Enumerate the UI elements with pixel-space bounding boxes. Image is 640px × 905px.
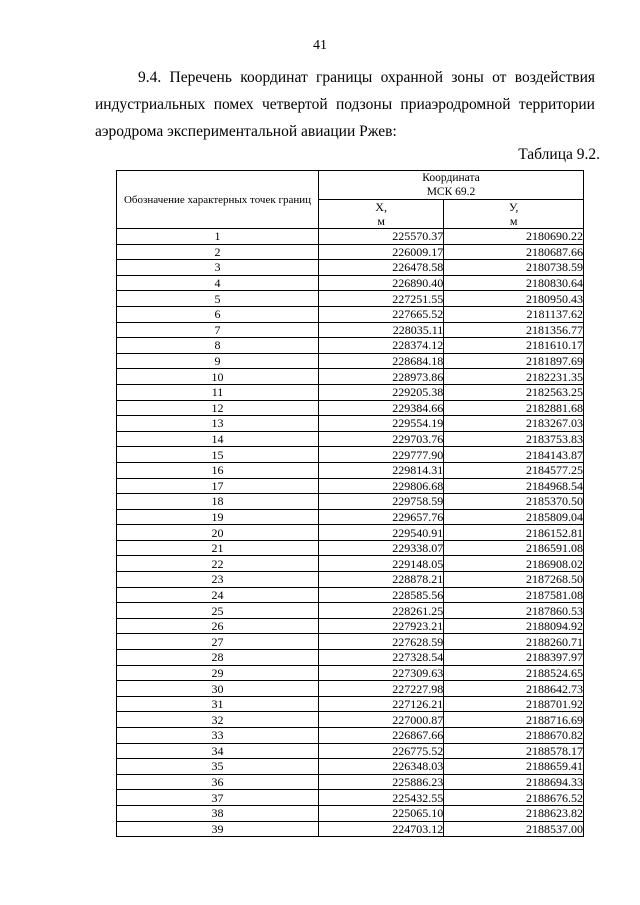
table-row <box>117 572 584 588</box>
table-row <box>117 353 584 369</box>
x-coordinate-cell: 227309.63 <box>319 665 444 681</box>
x-coordinate-cell: 226478.58 <box>319 260 444 276</box>
x-coordinate-cell: 229384.66 <box>319 400 444 416</box>
heading-line-3: аэродрома экспериментальной авиации Ржев: <box>95 123 397 140</box>
point-number-cell: 32 <box>117 712 319 728</box>
point-number-cell: 7 <box>117 322 319 338</box>
x-coordinate-cell: 225570.37 <box>319 229 444 245</box>
y-coordinate-cell: 2181137.62 <box>444 306 584 322</box>
point-number-cell: 31 <box>117 696 319 712</box>
heading-word: охранной <box>380 69 444 86</box>
table-row <box>117 540 584 556</box>
x-coordinate-cell: 229657.76 <box>319 509 444 525</box>
table-row <box>117 774 584 790</box>
y-coordinate-cell: 2180687.66 <box>444 244 584 260</box>
y-coordinate-cell: 2180690.22 <box>444 229 584 245</box>
y-coordinate-cell: 2184968.54 <box>444 478 584 494</box>
table-row <box>117 525 584 541</box>
y-coordinate-cell: 2182231.35 <box>444 369 584 385</box>
point-number-cell: 26 <box>117 618 319 634</box>
table-row <box>117 244 584 260</box>
x-coordinate-cell: 227328.54 <box>319 650 444 666</box>
table-row <box>117 634 584 650</box>
table-row <box>117 431 584 447</box>
table-row <box>117 369 584 385</box>
table-row <box>117 494 584 510</box>
x-coordinate-cell: 227628.59 <box>319 634 444 650</box>
section-heading <box>95 64 595 145</box>
y-coordinate-cell: 2188094.92 <box>444 618 584 634</box>
table-row <box>117 712 584 728</box>
table-row <box>117 681 584 697</box>
table-row <box>117 618 584 634</box>
x-coordinate-cell: 228973.86 <box>319 369 444 385</box>
point-number-cell: 30 <box>117 681 319 697</box>
point-number-cell: 15 <box>117 447 319 463</box>
y-coordinate-cell: 2186908.02 <box>444 556 584 572</box>
y-coordinate-cell: 2187268.50 <box>444 572 584 588</box>
y-coordinate-cell: 2182563.25 <box>444 384 584 400</box>
point-number-cell: 20 <box>117 525 319 541</box>
coordinates-table <box>116 170 584 837</box>
y-coordinate-cell: 2182881.68 <box>444 400 584 416</box>
point-number-cell: 13 <box>117 416 319 432</box>
point-number-cell: 28 <box>117 650 319 666</box>
x-coordinate-cell: 224703.12 <box>319 821 444 837</box>
heading-word: координат <box>240 69 308 86</box>
table-row <box>117 260 584 276</box>
point-number-cell: 23 <box>117 572 319 588</box>
point-number-cell: 14 <box>117 431 319 447</box>
point-number-cell: 17 <box>117 478 319 494</box>
table-row <box>117 665 584 681</box>
table-row <box>117 587 584 603</box>
x-coordinate-cell: 228374.12 <box>319 338 444 354</box>
coordinate-header-title: Координата <box>422 172 480 184</box>
heading-word: зоны <box>451 69 484 86</box>
x-coordinate-cell: 229758.59 <box>319 494 444 510</box>
x-coordinate-cell: 226890.40 <box>319 275 444 291</box>
point-number-cell: 10 <box>117 369 319 385</box>
y-coordinate-cell: 2184577.25 <box>444 462 584 478</box>
x-coordinate-cell: 226348.03 <box>319 759 444 775</box>
y-coordinate-cell: 2188670.82 <box>444 728 584 744</box>
point-number-cell: 8 <box>117 338 319 354</box>
x-coordinate-cell: 226775.52 <box>319 743 444 759</box>
y-coordinate-cell: 2183753.83 <box>444 431 584 447</box>
x-coordinate-cell: 229814.31 <box>319 462 444 478</box>
table-row <box>117 462 584 478</box>
heading-word: помех <box>213 96 254 113</box>
point-number-cell: 12 <box>117 400 319 416</box>
x-coordinate-cell: 229777.90 <box>319 447 444 463</box>
coordinate-header <box>319 171 584 200</box>
y-coordinate-cell: 2188397.97 <box>444 650 584 666</box>
table-row <box>117 790 584 806</box>
x-coordinate-cell: 225886.23 <box>319 774 444 790</box>
x-header-label: Х, <box>375 200 387 214</box>
heading-word: границы <box>316 69 373 86</box>
point-number-cell: 2 <box>117 244 319 260</box>
heading-word: индустриальных <box>95 96 206 113</box>
point-number-cell: 16 <box>117 462 319 478</box>
y-unit-label: м <box>509 214 518 228</box>
table-row <box>117 322 584 338</box>
point-number-cell: 6 <box>117 306 319 322</box>
x-coordinate-cell: 229338.07 <box>319 540 444 556</box>
point-number-cell: 39 <box>117 821 319 837</box>
table-row <box>117 416 584 432</box>
y-coordinate-cell: 2188623.82 <box>444 805 584 821</box>
table-row <box>117 478 584 494</box>
table-row <box>117 275 584 291</box>
y-coordinate-cell: 2181610.17 <box>444 338 584 354</box>
table-row <box>117 556 584 572</box>
table-row <box>117 447 584 463</box>
page-number: 41 <box>313 38 327 53</box>
y-coordinate-cell: 2185809.04 <box>444 509 584 525</box>
point-number-cell: 34 <box>117 743 319 759</box>
heading-word: воздействия <box>514 69 595 86</box>
heading-word: Перечень <box>169 69 232 86</box>
x-coordinate-cell: 227251.55 <box>319 291 444 307</box>
point-number-cell: 24 <box>117 587 319 603</box>
table-row <box>117 805 584 821</box>
y-coordinate-cell: 2188701.92 <box>444 696 584 712</box>
heading-word: четвертой <box>261 96 328 113</box>
point-number-cell: 27 <box>117 634 319 650</box>
y-coordinate-cell: 2181356.77 <box>444 322 584 338</box>
x-coordinate-cell: 226867.66 <box>319 728 444 744</box>
point-number-cell: 33 <box>117 728 319 744</box>
y-coordinate-cell: 2188642.73 <box>444 681 584 697</box>
y-coordinate-cell: 2184143.87 <box>444 447 584 463</box>
point-number-cell: 37 <box>117 790 319 806</box>
x-coordinate-cell: 227227.98 <box>319 681 444 697</box>
point-number-cell: 19 <box>117 509 319 525</box>
heading-word: приаэродромной <box>400 96 511 113</box>
table-caption: Таблица 9.2. <box>518 146 600 163</box>
coordinate-system-label: МСК 69.2 <box>426 186 476 198</box>
point-number-cell: 1 <box>117 229 319 245</box>
x-coordinate-cell: 228684.18 <box>319 353 444 369</box>
table-row <box>117 759 584 775</box>
points-column-header: Обозначение характерных точек границ <box>117 171 319 229</box>
y-header-label: У, <box>508 200 519 214</box>
point-number-cell: 36 <box>117 774 319 790</box>
y-column-header <box>444 200 584 229</box>
heading-word: территории <box>518 96 595 113</box>
y-coordinate-cell: 2188260.71 <box>444 634 584 650</box>
point-number-cell: 38 <box>117 805 319 821</box>
x-coordinate-cell: 228035.11 <box>319 322 444 338</box>
y-coordinate-cell: 2186152.81 <box>444 525 584 541</box>
x-coordinate-cell: 225432.55 <box>319 790 444 806</box>
point-number-cell: 35 <box>117 759 319 775</box>
x-coordinate-cell: 229205.38 <box>319 384 444 400</box>
x-coordinate-cell: 229148.05 <box>319 556 444 572</box>
table-row <box>117 743 584 759</box>
point-number-cell: 3 <box>117 260 319 276</box>
table-row <box>117 306 584 322</box>
point-number-cell: 22 <box>117 556 319 572</box>
heading-word: от <box>492 69 507 86</box>
y-coordinate-cell: 2185370.50 <box>444 494 584 510</box>
table-row <box>117 509 584 525</box>
y-coordinate-cell: 2187581.08 <box>444 587 584 603</box>
x-coordinate-cell: 228261.25 <box>319 603 444 619</box>
point-number-cell: 4 <box>117 275 319 291</box>
table-row <box>117 400 584 416</box>
table-row <box>117 338 584 354</box>
x-coordinate-cell: 229703.76 <box>319 431 444 447</box>
table-row <box>117 821 584 837</box>
y-coordinate-cell: 2188659.41 <box>444 759 584 775</box>
point-number-cell: 5 <box>117 291 319 307</box>
point-number-cell: 25 <box>117 603 319 619</box>
x-coordinate-cell: 228585.56 <box>319 587 444 603</box>
x-coordinate-cell: 227126.21 <box>319 696 444 712</box>
heading-line-1 <box>95 64 595 91</box>
x-coordinate-cell: 229540.91 <box>319 525 444 541</box>
x-coordinate-cell: 229806.68 <box>319 478 444 494</box>
heading-word: подзоны <box>335 96 393 113</box>
x-unit-label: м <box>377 214 385 228</box>
table-body <box>117 229 584 837</box>
y-coordinate-cell: 2180950.43 <box>444 291 584 307</box>
y-coordinate-cell: 2186591.08 <box>444 540 584 556</box>
table-row <box>117 291 584 307</box>
point-number-cell: 9 <box>117 353 319 369</box>
point-number-cell: 21 <box>117 540 319 556</box>
table-row <box>117 384 584 400</box>
y-coordinate-cell: 2188578.17 <box>444 743 584 759</box>
heading-line-2 <box>95 91 595 118</box>
y-coordinate-cell: 2188537.00 <box>444 821 584 837</box>
point-number-cell: 11 <box>117 384 319 400</box>
point-number-cell: 29 <box>117 665 319 681</box>
point-number-cell: 18 <box>117 494 319 510</box>
x-coordinate-cell: 226009.17 <box>319 244 444 260</box>
table-row <box>117 696 584 712</box>
x-coordinate-cell: 225065.10 <box>319 805 444 821</box>
y-coordinate-cell: 2188524.65 <box>444 665 584 681</box>
x-column-header <box>319 200 444 229</box>
x-coordinate-cell: 229554.19 <box>319 416 444 432</box>
heading-word: 9.4. <box>138 69 162 86</box>
y-coordinate-cell: 2187860.53 <box>444 603 584 619</box>
y-coordinate-cell: 2183267.03 <box>444 416 584 432</box>
y-coordinate-cell: 2188716.69 <box>444 712 584 728</box>
x-coordinate-cell: 227923.21 <box>319 618 444 634</box>
x-coordinate-cell: 227000.87 <box>319 712 444 728</box>
y-coordinate-cell: 2180830.64 <box>444 275 584 291</box>
table-row <box>117 650 584 666</box>
table-row <box>117 603 584 619</box>
x-coordinate-cell: 227665.52 <box>319 306 444 322</box>
y-coordinate-cell: 2188676.52 <box>444 790 584 806</box>
table-row <box>117 229 584 245</box>
y-coordinate-cell: 2180738.59 <box>444 260 584 276</box>
y-coordinate-cell: 2181897.69 <box>444 353 584 369</box>
x-coordinate-cell: 228878.21 <box>319 572 444 588</box>
y-coordinate-cell: 2188694.33 <box>444 774 584 790</box>
table-row <box>117 728 584 744</box>
